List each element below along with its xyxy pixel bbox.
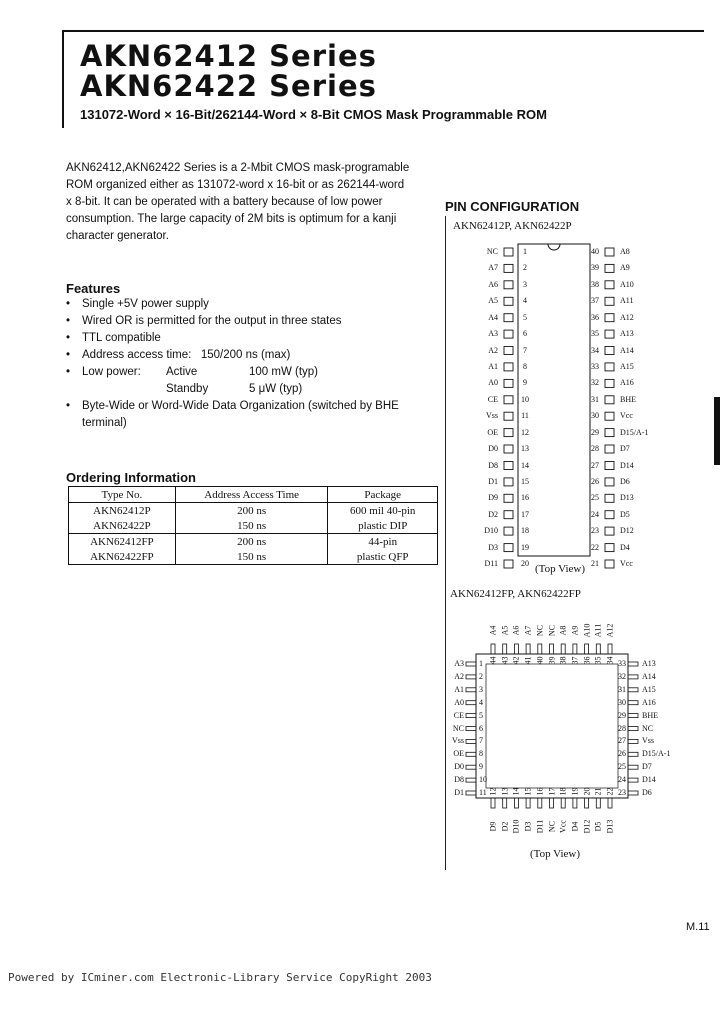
feature-text: TTL compatible <box>82 332 161 344</box>
qfp-pin-number-left: 7 <box>479 736 483 746</box>
qfp-pin <box>466 727 476 731</box>
qfp-pin-number-top: 38 <box>558 656 568 665</box>
dip-pin-number-left: 2 <box>523 263 527 273</box>
qfp-pin-name-left: A0 <box>454 697 464 707</box>
qfp-pin-name-top: A7 <box>523 625 533 636</box>
col-access: Address Access Time <box>175 487 328 503</box>
qfp-pin <box>538 798 542 808</box>
qfp-pin-name-left: Vss <box>451 736 464 746</box>
table-cell: 150 ns <box>175 518 328 534</box>
qfp-inner-outline <box>486 664 618 788</box>
table-cell: 200 ns <box>175 503 328 519</box>
description-line: consumption. The large capacity of 2M bits is optimum for a kanji <box>66 213 397 225</box>
qfp-pin-number-right: 32 <box>618 671 626 681</box>
dip-pin-number-right: 32 <box>591 378 599 388</box>
qfp-pin-name-left: CE <box>453 710 464 720</box>
qfp-pin <box>466 739 476 743</box>
qfp-pin-name-top: A6 <box>511 625 521 636</box>
byte-wide-line-2: terminal) <box>82 417 127 429</box>
qfp-pin-name-left: OE <box>453 749 464 759</box>
qfp-pin-number-left: 4 <box>479 697 483 707</box>
dip-pin-number-right: 30 <box>591 411 599 421</box>
qfp-pin <box>628 778 638 782</box>
qfp-pin <box>573 798 577 808</box>
feature-text: Wired OR is permitted for the output in three states <box>82 315 342 327</box>
qfp-pin <box>526 798 530 808</box>
bullet: • <box>66 298 71 310</box>
dip-pin-number-right: 24 <box>591 509 599 519</box>
subtitle: 131072-Word × 16-Bit/262144-Word × 8-Bit CMOS Mask Programmable ROM <box>80 107 547 122</box>
dip-pin-name-right: BHE <box>620 394 636 404</box>
qfp-pin <box>628 752 638 756</box>
qfp-pin-number-top: 35 <box>593 656 603 665</box>
description-line: x 8-bit. It can be operated with a battery because of low power <box>66 196 383 208</box>
dip-pin-name-left: A3 <box>488 329 498 339</box>
dip-pin-name-left: CE <box>487 394 498 404</box>
qfp-pin-number-left: 5 <box>479 710 483 720</box>
qfp-pin-name-top: A10 <box>582 623 592 638</box>
description-line: character generator. <box>66 230 169 242</box>
qfp-pin-number-bottom: 14 <box>511 787 521 796</box>
qfp-pin-number-right: 30 <box>618 697 626 707</box>
dip-pin-number-left: 11 <box>521 411 529 421</box>
qfp-pin-number-top: 41 <box>523 656 533 665</box>
dip-pin-number-right: 38 <box>591 279 599 289</box>
qfp-pin-number-bottom: 12 <box>488 787 498 796</box>
qfp-pin <box>628 662 638 666</box>
dip-pin-name-right: D7 <box>620 444 630 453</box>
qfp-pin-name-left: D1 <box>454 788 464 797</box>
qfp-pin-number-left: 6 <box>479 723 483 733</box>
bullet: • <box>66 366 71 378</box>
dip-pin-name-right: A8 <box>620 247 630 256</box>
qfp-pin-name-right: A15 <box>642 684 656 694</box>
qfp-pin <box>466 791 476 795</box>
qfp-pin-number-left: 2 <box>479 671 483 681</box>
dip-pin-number-left: 10 <box>521 394 529 404</box>
qfp-pin-name-bottom: Vcc <box>558 820 568 833</box>
table-cell: AKN62412P <box>69 503 176 519</box>
qfp-pin <box>466 714 476 718</box>
qfp-pin <box>628 727 638 731</box>
qfp-pin-number-right: 24 <box>618 775 626 785</box>
qfp-pin <box>585 798 589 808</box>
dip-pin-name-left: D11 <box>484 559 498 568</box>
standby-label: Standby <box>166 383 209 395</box>
qfp-pin-name-top: A11 <box>593 623 603 638</box>
active-label: Active <box>166 366 198 378</box>
qfp-pin-name-right: D14 <box>642 775 656 785</box>
dip-pin-number-right: 35 <box>591 329 599 339</box>
qfp-caption: (Top View) <box>530 848 580 860</box>
title-line-1: AKN62412 Series <box>80 39 377 73</box>
dip-pin-name-left: D1 <box>488 476 498 486</box>
qfp-pin <box>628 675 638 679</box>
footer-copyright: Powered by ICminer.com Electronic-Library Service CopyRight 2003 <box>8 971 432 984</box>
dip-pin-number-left: 7 <box>523 345 527 355</box>
qfp-pin-name-left: A3 <box>454 659 464 668</box>
dip-pin-number-left: 13 <box>521 444 529 453</box>
dip-pin-name-right: D14 <box>620 460 634 470</box>
table-cell: plastic QFP <box>328 549 438 565</box>
qfp-pin-name-left: NC <box>452 723 464 733</box>
qfp-pin-name-bottom: D11 <box>535 819 545 834</box>
dip-pin-name-right: A12 <box>620 312 634 322</box>
dip-pin-number-left: 3 <box>523 279 527 289</box>
dip-pin-name-right: D6 <box>620 476 630 486</box>
qfp-pin <box>503 798 507 808</box>
qfp-pin-number-right: 33 <box>618 659 626 668</box>
dip-pin-number-left: 16 <box>521 493 529 503</box>
qfp-pin <box>628 688 638 692</box>
title-line-2: AKN62422 Series <box>80 69 377 103</box>
qfp-pin-name-right: D15/A-1 <box>642 749 671 759</box>
qfp-pin-number-bottom: 17 <box>547 787 556 796</box>
section-tab <box>714 397 720 465</box>
dip-pin-number-left: 17 <box>521 509 529 519</box>
qfp-pin-name-bottom: NC <box>547 820 556 833</box>
qfp-pin-name-right: NC <box>642 723 654 733</box>
dip-pin-number-left: 4 <box>523 296 527 306</box>
dip-pin-number-left: 5 <box>523 312 527 322</box>
dip-pin-name-right: A10 <box>620 279 634 289</box>
qfp-pin-name-top: A8 <box>558 625 568 636</box>
qfp-pin-name-right: Vss <box>642 736 655 746</box>
dip-pin-name-left: D2 <box>488 509 498 519</box>
qfp-pin-number-right: 27 <box>618 736 626 746</box>
dip-pin-number-right: 37 <box>591 296 599 306</box>
dip-caption: (Top View) <box>535 563 585 575</box>
qfp-pin-name-right: A16 <box>642 697 656 707</box>
pin-config-heading: PIN CONFIGURATION <box>445 199 580 214</box>
dip-pin-name-right: D15/A-1 <box>620 427 649 437</box>
dip-pin-name-right: A13 <box>620 329 634 339</box>
qfp-pin <box>550 798 554 808</box>
dip-pin-number-left: 12 <box>521 427 529 437</box>
qfp-pin-number-top: 34 <box>605 656 615 665</box>
dip-pin-name-right: Vcc <box>620 411 633 421</box>
qfp-pin <box>628 791 638 795</box>
dip-pin-name-left: A1 <box>488 361 498 371</box>
dip-pin-number-right: 39 <box>591 263 599 273</box>
qfp-pin <box>628 765 638 769</box>
table-cell: AKN62422P <box>69 518 176 534</box>
qfp-pin-number-left: 3 <box>479 684 483 694</box>
qfp-pin <box>628 714 638 718</box>
qfp-pin-name-left: D8 <box>454 775 464 785</box>
dip-pin-number-right: 40 <box>591 247 599 256</box>
dip-pin-name-left: D9 <box>488 493 498 503</box>
qfp-pin-number-left: 1 <box>479 659 483 668</box>
table-cell: AKN62412FP <box>69 534 176 550</box>
dip-pin-name-left: Vss <box>485 411 498 421</box>
qfp-pin-name-right: A14 <box>642 671 656 681</box>
feature-text: Single +5V power supply <box>82 298 209 310</box>
qfp-body <box>476 654 628 798</box>
qfp-pin-number-bottom: 18 <box>558 787 568 796</box>
qfp-pin-number-bottom: 19 <box>570 787 580 796</box>
qfp-pin-number-left: 10 <box>479 775 487 785</box>
dip-pin-name-right: A15 <box>620 361 634 371</box>
qfp-pin-number-left: 9 <box>479 762 483 772</box>
qfp-pin-number-bottom: 13 <box>500 787 510 796</box>
qfp-pin <box>466 778 476 782</box>
dip-pin-name-left: A5 <box>488 296 498 306</box>
dip-pin-number-right: 29 <box>591 427 599 437</box>
qfp-pin-name-bottom: D10 <box>511 819 521 834</box>
qfp-pin-name-bottom: D2 <box>500 821 510 832</box>
dip-pin-number-right: 28 <box>591 444 599 453</box>
qfp-pin-name-left: D0 <box>454 762 464 772</box>
qfp-pin-name-top: A4 <box>488 625 498 636</box>
qfp-pin-number-right: 31 <box>618 684 626 694</box>
qfp-pin <box>596 798 600 808</box>
dip-pin-name-left: A6 <box>488 279 498 289</box>
dip-pin-name-left: D3 <box>488 542 498 552</box>
bullet: • <box>66 315 71 327</box>
page-label: M.11 <box>686 921 710 933</box>
features-heading: Features <box>66 281 121 296</box>
qfp-pin <box>514 798 518 808</box>
dip-pin-name-right: Vcc <box>620 559 633 568</box>
low-power-label: Low power: <box>82 366 141 378</box>
dip-pin-number-left: 15 <box>521 476 529 486</box>
qfp-pin-name-bottom: D3 <box>523 821 533 832</box>
qfp-pin <box>466 688 476 692</box>
qfp-pin <box>466 752 476 756</box>
byte-wide-line-1: Byte-Wide or Word-Wide Data Organization (switched by BHE <box>82 400 399 412</box>
ordering-heading: Ordering Information <box>66 470 196 485</box>
qfp-pin-number-bottom: 22 <box>605 787 615 796</box>
qfp-pin-name-right: D7 <box>642 762 652 772</box>
qfp-pin <box>466 765 476 769</box>
qfp-pin-number-top: 43 <box>500 656 510 665</box>
dip-pin-name-left: A7 <box>488 263 498 273</box>
dip-pin-name-right: A16 <box>620 378 634 388</box>
dip-pin-number-left: 19 <box>521 542 529 552</box>
dip-pin-number-right: 25 <box>591 493 599 503</box>
bullet: • <box>66 400 71 412</box>
qfp-pin-name-bottom: D4 <box>570 821 580 832</box>
qfp-pin-number-right: 28 <box>618 723 626 733</box>
dip-pin-number-right: 36 <box>591 312 599 322</box>
qfp-pin-number-left: 11 <box>479 788 487 797</box>
dip-pin-number-left: 9 <box>523 378 527 388</box>
dip-pin-name-right: D4 <box>620 542 630 552</box>
dip-pin-name-right: D13 <box>620 493 634 503</box>
table-cell: plastic DIP <box>328 518 438 534</box>
qfp-pin-name-left: A1 <box>454 684 464 694</box>
dip-pin-name-right: A11 <box>620 296 634 306</box>
qfp-pin-number-top: 42 <box>511 656 521 665</box>
dip-pin-name-left: D0 <box>488 444 498 453</box>
qfp-pin-number-bottom: 15 <box>523 787 533 796</box>
qfp-pin-name-right: BHE <box>642 710 658 720</box>
qfp-pin-number-right: 26 <box>618 749 626 759</box>
qfp-pin-number-right: 25 <box>618 762 626 772</box>
qfp-pin-number-bottom: 16 <box>535 787 545 796</box>
table-cell: 600 mil 40-pin <box>328 503 438 519</box>
standby-value: 5 μW (typ) <box>249 383 303 395</box>
dip-pin-number-right: 21 <box>591 559 599 568</box>
qfp-pin-number-bottom: 20 <box>582 787 592 796</box>
dip-pin-name-left: NC <box>486 247 498 256</box>
feature-text: Address access time: 150/200 ns (max) <box>82 349 291 361</box>
qfp-pin-name-left: A2 <box>454 671 464 681</box>
dip-pin-number-right: 23 <box>591 526 599 536</box>
qfp-pin-name-right: A13 <box>642 659 656 668</box>
qfp-pin-name-bottom: D9 <box>488 821 498 832</box>
bullet: • <box>66 332 71 344</box>
dip-pin-number-left: 1 <box>523 247 527 256</box>
qfp-pin-name-top: A12 <box>605 623 615 638</box>
qfp-pin-number-right: 29 <box>618 710 626 720</box>
qfp-pin-number-top: 44 <box>488 656 498 665</box>
dip-pin-name-right: D5 <box>620 509 630 519</box>
dip-pin-number-right: 22 <box>591 542 599 552</box>
dip-pin-number-left: 6 <box>523 329 527 339</box>
qfp-pin <box>561 798 565 808</box>
dip-pin-name-left: A0 <box>488 378 498 388</box>
description-line: ROM organized either as 131072-word x 16-bit or as 262144-word <box>66 179 405 191</box>
qfp-pin-number-top: 40 <box>535 656 545 665</box>
table-cell: 150 ns <box>175 549 328 565</box>
table-cell: 44-pin <box>328 534 438 550</box>
dip-pin-number-right: 31 <box>591 394 599 404</box>
qfp-pin-name-right: D6 <box>642 788 652 797</box>
dip-pin-number-right: 26 <box>591 476 599 486</box>
qfp-pin <box>628 739 638 743</box>
dip-pin-name-left: D8 <box>488 460 498 470</box>
dip-pin-name-left: D10 <box>484 526 498 536</box>
table-cell: 200 ns <box>175 534 328 550</box>
qfp-pin <box>466 675 476 679</box>
qfp-pin-name-bottom: D5 <box>593 821 603 832</box>
table-cell: AKN62422FP <box>69 549 176 565</box>
qfp-pin <box>608 798 612 808</box>
dip-pin-name-right: A14 <box>620 345 634 355</box>
dip-pin-number-left: 20 <box>521 559 529 568</box>
qfp-pin-number-top: 36 <box>582 656 592 665</box>
dip-pin-name-right: A9 <box>620 263 630 273</box>
active-value: 100 mW (typ) <box>249 366 319 378</box>
dip-pin-name-right: D12 <box>620 526 634 536</box>
description-line: AKN62412,AKN62422 Series is a 2-Mbit CMOS mask-programable <box>66 162 410 174</box>
dip-pin-name-left: A2 <box>488 345 498 355</box>
dip-pin-number-left: 8 <box>523 361 527 371</box>
qfp-pin <box>466 662 476 666</box>
qfp-pin-number-left: 8 <box>479 749 483 759</box>
qfp-pin <box>491 798 495 808</box>
qfp-pin-number-top: 37 <box>570 656 580 665</box>
col-type: Type No. <box>69 487 176 503</box>
qfp-pin-name-bottom: D12 <box>582 819 592 834</box>
qfp-pin-name-top: NC <box>547 624 556 637</box>
qfp-pin-name-top: NC <box>535 624 545 637</box>
bullet: • <box>66 349 71 361</box>
qfp-pin-name-top: A9 <box>570 625 580 636</box>
dip-pin-number-right: 27 <box>591 460 599 470</box>
dip-pin-number-left: 18 <box>521 526 529 536</box>
qfp-pin-name-top: A5 <box>500 625 510 636</box>
dip-pin-number-right: 33 <box>591 361 599 371</box>
col-package: Package <box>328 487 438 503</box>
qfp-pin-number-bottom: 21 <box>593 787 603 796</box>
qfp-title: AKN62412FP, AKN62422FP <box>450 588 581 600</box>
dip-pin-number-right: 34 <box>591 345 599 355</box>
dip-pin-name-left: A4 <box>488 312 498 322</box>
qfp-pin <box>628 701 638 705</box>
qfp-pin-number-right: 23 <box>618 788 626 797</box>
dip-title: AKN62412P, AKN62422P <box>453 220 572 232</box>
qfp-pin <box>466 701 476 705</box>
qfp-pin-name-bottom: D13 <box>605 819 615 834</box>
dip-pin-number-left: 14 <box>521 460 529 470</box>
qfp-pin-number-top: 39 <box>547 656 556 665</box>
dip-pin-name-left: OE <box>487 427 498 437</box>
